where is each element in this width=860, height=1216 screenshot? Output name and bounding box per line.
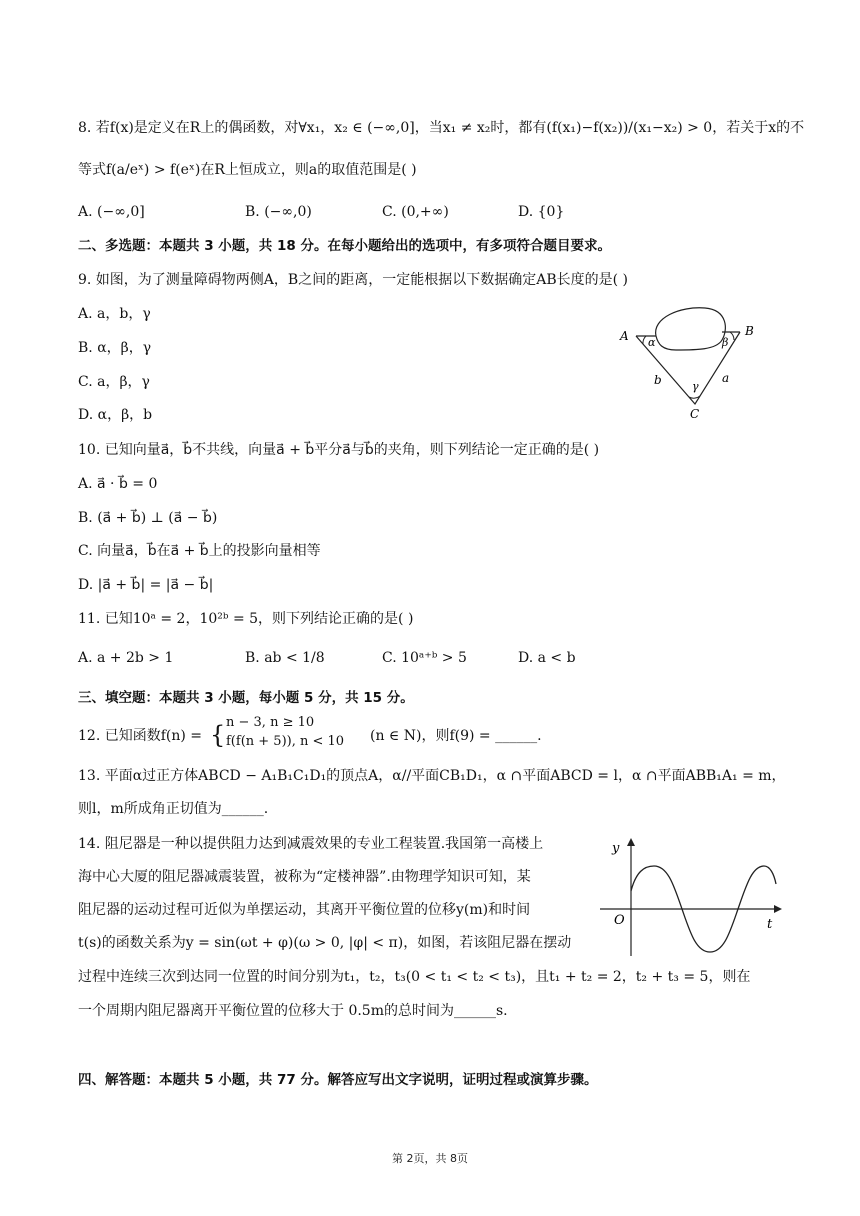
- q14-line1: 14. 阻尼器是一种以提供阻力达到减震效果的专业工程装置.我国第一高楼上: [78, 836, 544, 852]
- q10-stem: 10. 已知向量a⃗，b⃗不共线，向量a⃗ + b⃗平分a⃗与b⃗的夹角，则下列结论一定正确的是( ): [78, 442, 600, 458]
- section-solution-heading: 四、解答题：本题共 5 小题，共 77 分。解答应写出文字说明，证明过程或演算步骤。: [78, 1072, 598, 1088]
- q11-stem: 11. 已知10ᵃ = 2，10²ᵇ = 5，则下列结论正确的是( ): [78, 611, 414, 627]
- q9-option-a: A. a，b，γ: [78, 306, 151, 322]
- q12-prefix: 12. 已知函数f(n) =: [78, 728, 203, 744]
- q8-line2: 等式f(a/eˣ) > f(eˣ)在R上恒成立，则a的取值范围是( ): [78, 162, 417, 178]
- q12-brace: {: [210, 721, 226, 749]
- q9-label-alpha: α: [648, 336, 656, 349]
- q13-line2: 则l，m所成角正切值为______.: [78, 801, 269, 817]
- q14-line2: 海中心大厦的阻尼器减震装置，被称为“定楼神器”.由物理学知识可知，某: [78, 869, 531, 885]
- q12-suffix: (n ∈ N)，则f(9) = ______.: [370, 728, 542, 744]
- q9-triangle-figure: [610, 300, 770, 422]
- q8-option-b: B. (−∞,0): [245, 204, 312, 220]
- q8-option-c: C. (0,+∞): [382, 204, 449, 220]
- q14-axis-y-label: y: [612, 841, 620, 856]
- q9-label-b: b: [654, 373, 662, 387]
- q14-line6: 一个周期内阻尼器离开平衡位置的位移大于 0.5m的总时间为______s.: [78, 1003, 508, 1019]
- q9-label-A: A: [620, 329, 629, 343]
- q10-option-a: A. a⃗ · b⃗ = 0: [78, 476, 158, 492]
- q13-line1: 13. 平面α过正方体ABCD − A₁B₁C₁D₁的顶点A，α//平面CB₁D₁，α ∩平面ABCD = l，α ∩平面ABB₁A₁ = m，: [78, 768, 786, 784]
- q14-sine-graph: [598, 836, 788, 958]
- q11-option-d: D. a < b: [518, 650, 576, 666]
- q9-label-gamma: γ: [692, 380, 699, 393]
- q9-label-a: a: [722, 371, 730, 385]
- q11-option-c: C. 10ᵃ⁺ᵇ > 5: [382, 650, 467, 666]
- q12-case-2: f(f(n + 5)), n < 10: [226, 734, 345, 749]
- q11-option-b: B. ab < 1/8: [245, 650, 325, 666]
- q14-origin-label: O: [614, 913, 625, 928]
- q9-option-d: D. α，β，b: [78, 407, 153, 423]
- q9-label-beta: β: [722, 336, 729, 349]
- q12-case-1: n − 3, n ≥ 10: [226, 715, 315, 730]
- q10-option-c: C. 向量a⃗，b⃗在a⃗ + b⃗上的投影向量相等: [78, 543, 321, 559]
- q8-line1: 8. 若f(x)是定义在R上的偶函数，对∀x₁，x₂ ∈ (−∞,0]，当x₁ ≠ x₂时，都有(f(x₁)−f(x₂))/(x₁−x₂) > 0，若关于x的不: [78, 120, 805, 136]
- q14-line3: 阻尼器的运动过程可近似为单摆运动，其离开平衡位置的位移y(m)和时间: [78, 902, 531, 918]
- q14-line4: t(s)的函数关系为y = sin(ωt + φ)(ω > 0, |φ| < π)，如图，若该阻尼器在摆动: [78, 935, 572, 951]
- q9-label-C: C: [690, 407, 700, 421]
- q9-stem: 9. 如图，为了测量障碍物两侧A，B之间的距离，一定能根据以下数据确定AB长度的是( ): [78, 272, 628, 288]
- q14-line5: 过程中连续三次到达同一位置的时间分别为t₁，t₂，t₃(0 < t₁ < t₂ < t₃)，且t₁ + t₂ = 2，t₂ + t₃ = 5，则在: [78, 969, 751, 985]
- q9-option-c: C. a，β，γ: [78, 374, 150, 390]
- q8-option-a: A. (−∞,0]: [78, 204, 145, 220]
- page-footer: 第 2页，共 8页: [392, 1152, 468, 1165]
- q14-axis-t-label: t: [767, 917, 773, 932]
- q10-option-b: B. (a⃗ + b⃗) ⊥ (a⃗ − b⃗): [78, 510, 218, 526]
- q9-option-b: B. α，β，γ: [78, 340, 152, 356]
- q11-option-a: A. a + 2b > 1: [78, 650, 174, 666]
- q10-option-d: D. |a⃗ + b⃗| = |a⃗ − b⃗|: [78, 577, 214, 593]
- section-fill-in-heading: 三、填空题：本题共 3 小题，每小题 5 分，共 15 分。: [78, 690, 414, 706]
- section-multiple-choice-heading: 二、多选题：本题共 3 小题，共 18 分。在每小题给出的选项中，有多项符合题目要求。: [78, 238, 611, 254]
- q9-label-B: B: [745, 324, 754, 338]
- q8-option-d: D. {0}: [518, 204, 565, 220]
